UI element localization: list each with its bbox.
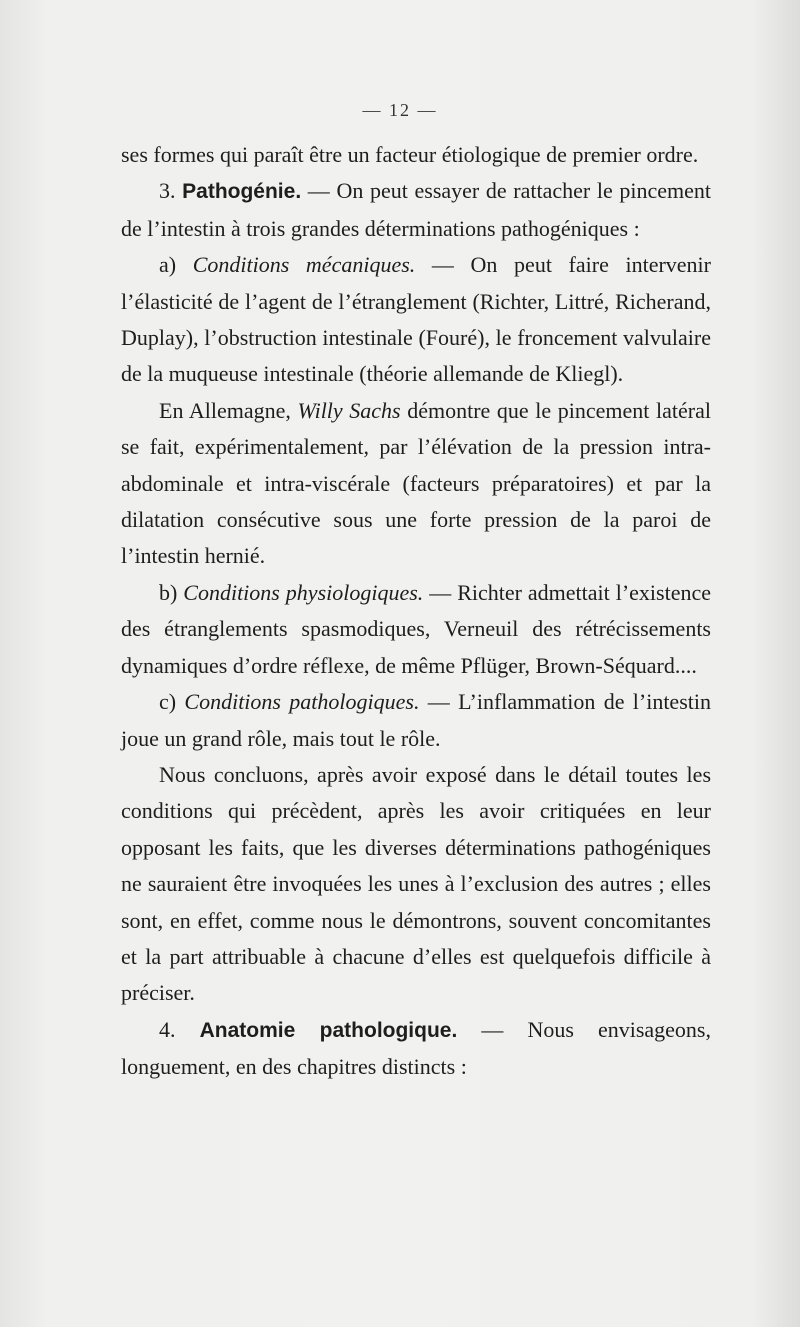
paragraph-text: — L’inflammation de l’intestin joue un grand rôle, mais tout le rôle. (121, 689, 711, 751)
paragraph-continuation (121, 137, 711, 173)
author-name: Willy Sachs (297, 397, 401, 423)
section-number: 4. (159, 1016, 200, 1042)
paragraph-text: — On peut faire intervenir l’élasticité de l’agent de l’étranglement (Richter, Littré, Richerand, Duplay), l’obstruction intestinale (Fouré), le froncement valvulaire de la muqueuse intestinale (théorie allemande de Kliegl). (121, 252, 711, 387)
paragraph-text: démontre que le pincement latéral se fait, expérimentalement, par l’élévation de la pression intra-abdominale et intra-viscérale (facteurs préparatoires) et par la dilatation consécutive sous une forte pression de la paroi de l’intestin hernié. (121, 397, 711, 569)
paragraph-text: ses formes qui paraît être un facteur étiologique de premier ordre. (121, 142, 699, 167)
paragraph-text: — Richter admettait l’existence des étranglements spasmodiques, Verneuil des rétrécissements dynamiques d’ordre réflexe, de même Pflüger, Brown-Séquard.... (121, 579, 711, 678)
paragraph-allemagne (121, 393, 711, 575)
body-text (121, 137, 711, 1086)
subsection-title: Conditions physiologiques. (183, 579, 424, 605)
list-marker: c) (159, 689, 185, 715)
paragraph-text: Nous concluons, après avoir exposé dans le détail toutes les conditions qui précèdent, après les avoir critiquées en leur opposant les faits, que les diverses déterminations pathogéniques ne sauraient être invoquées les unes à l’exclusion des autres ; elles sont, en effet, comme nous le démontrons, souvent concomitantes et la part attribuable à chacune d’elles est quelquefois difficile à préciser. (121, 761, 711, 1006)
subsection-title: Conditions pathologiques. (184, 689, 420, 715)
paragraph-conditions-physiologiques (121, 575, 711, 684)
paragraph-lead: En Allemagne, (159, 397, 298, 423)
section-number: 3. (159, 178, 183, 204)
paragraph-text: — Nous envisageons, longuement, en des chapitres distincts : (121, 1016, 711, 1080)
section-heading: Anatomie pathologique. (199, 1018, 458, 1042)
section-heading: Pathogénie. (182, 180, 302, 204)
paragraph-text: — On peut essayer de rattacher le pincement de l’intestin à trois grandes déterminations pathogéniques : (121, 178, 711, 241)
subsection-title: Conditions mécaniques. (192, 252, 416, 278)
list-marker: b) (159, 579, 184, 605)
paragraph-conditions-mecaniques (121, 247, 711, 393)
paragraph-pathogenie (121, 173, 711, 247)
list-marker: a) (159, 252, 193, 278)
paragraph-conclusion (121, 757, 711, 1012)
paragraph-anatomie (121, 1012, 711, 1086)
page-number: — 12 — (362, 100, 438, 120)
paragraph-conditions-pathologiques (121, 684, 711, 757)
